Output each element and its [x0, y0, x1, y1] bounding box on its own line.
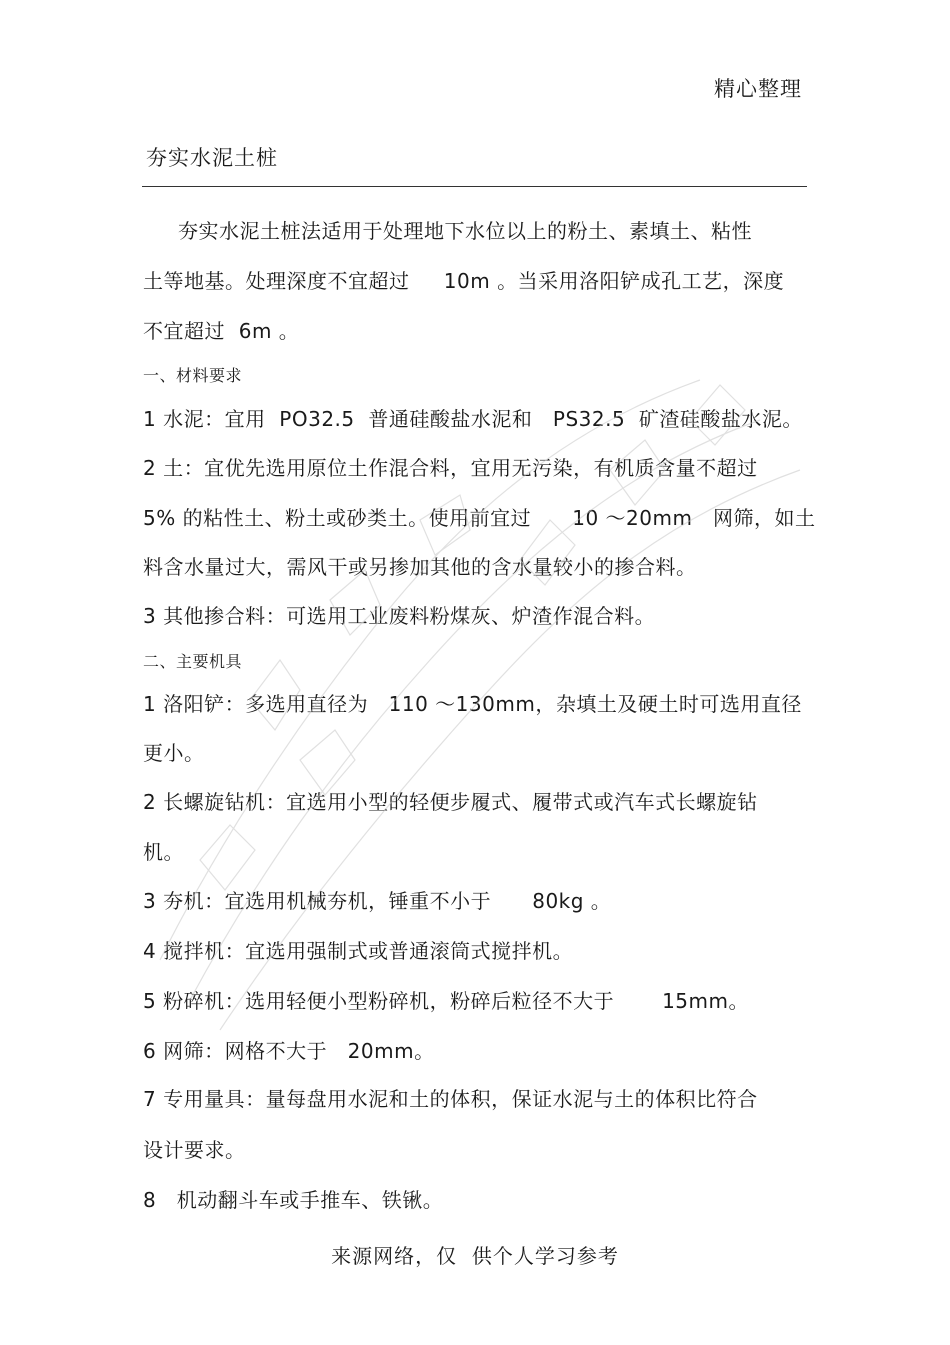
body-line: 7 专用量具：量每盘用水泥和土的体积，保证水泥与土的体积比符合	[143, 1087, 758, 1111]
intro-line: 夯实水泥土桩法适用于处理地下水位以上的粉土、素填土、粘性	[178, 219, 752, 243]
watermark-stroke	[200, 825, 255, 890]
page-title: 夯实水泥土桩	[146, 146, 278, 170]
section-heading: 二、主要机具	[143, 652, 243, 671]
body-line: 5 粉碎机：选用轻便小型粉碎机，粉碎后粒径不大于 15mm。	[143, 989, 749, 1013]
intro-line: 不宜超过 6m 。	[143, 319, 300, 343]
body-line: 6 网筛：网格不大于 20mm。	[143, 1039, 435, 1063]
page-footer: 来源网络，仅 供个人学习参考	[331, 1244, 619, 1268]
body-line: 机。	[143, 840, 184, 864]
body-line: 8 机动翻斗车或手推车、铁锹。	[143, 1188, 444, 1212]
body-line: 4 搅拌机：宜选用强制式或普通滚筒式搅拌机。	[143, 939, 574, 963]
body-line: 设计要求。	[143, 1138, 246, 1162]
section-heading: 一、材料要求	[143, 366, 243, 385]
title-divider	[142, 186, 807, 187]
intro-line: 土等地基。处理深度不宜超过 10m 。当采用洛阳铲成孔工艺，深度	[143, 269, 785, 293]
body-line: 3 其他掺合料：可选用工业废料粉煤灰、炉渣作混合料。	[143, 604, 656, 628]
body-line: 1 水泥：宜用 PO32.5 普通硅酸盐水泥和 PS32.5 矿渣硅酸盐水泥。	[143, 407, 803, 431]
header-label: 精心整理	[714, 77, 802, 101]
body-line: 1 洛阳铲：多选用直径为 110 ～130mm，杂填土及硬土时可选用直径	[143, 692, 802, 716]
body-line: 2 长螺旋钻机：宜选用小型的轻便步履式、履带式或汽车式长螺旋钻	[143, 790, 758, 814]
body-line: 3 夯机：宜选用机械夯机，锤重不小于 80kg 。	[143, 889, 612, 913]
body-line: 2 土：宜优先选用原位土作混合料，宜用无污染，有机质含量不超过	[143, 456, 758, 480]
body-line: 更小。	[143, 741, 205, 765]
body-line: 5% 的粘性土、粉土或砂类土。使用前宜过 10 ～20mm 网筛，如土	[143, 506, 816, 530]
body-line: 料含水量过大，需风干或另掺加其他的含水量较小的掺合料。	[143, 555, 697, 579]
